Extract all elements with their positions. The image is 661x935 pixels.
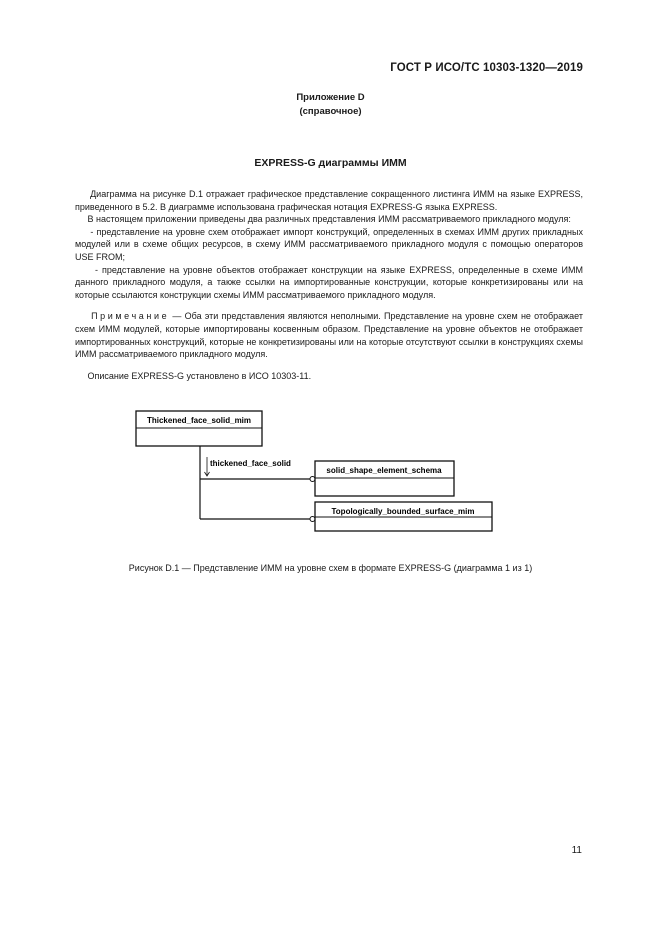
list-item-1	[75, 226, 583, 264]
paragraph-1	[75, 188, 583, 213]
paragraph-1-text: Диаграмма на рисунке D.1 отражает графическое представление сокращенного листинга ИММ на языке EXPRESS, приведенного в 5.2. В диаграмме использована графическая нотация EXPRESS-G языка EXPRESS.	[75, 189, 583, 212]
paragraph-3-text: Описание EXPRESS-G установлено в ИСО 10303-11.	[87, 370, 312, 381]
connector-end-circle-b	[310, 517, 315, 522]
list-item-2	[75, 264, 583, 302]
list-item-1-text: - представление на уровне схем отображает импорт конструкций, определенных в схемах ИММ других прикладных модулей или в схеме общих ресурсов, в схему ИММ рассматриваемого прикладного модуля с помощью операторов USE FROM;	[75, 226, 583, 262]
schema-a-label: solid_shape_element_schema	[326, 466, 442, 475]
note-paragraph	[75, 310, 583, 360]
paragraph-2	[75, 213, 583, 226]
schema-box-a	[315, 461, 454, 496]
list-item-2-text: - представление на уровне объектов отображает конструкции на языке EXPRESS, определенные в схеме ИММ данного прикладного модуля, а также ссылки на импортированные конструкции, которые конкретизированы или на которые ссылаются конструкции схемы ИММ рассматриваемого прикладного модуля.	[75, 264, 583, 300]
annex-heading	[0, 91, 661, 119]
schema-box-main	[136, 411, 262, 446]
annex-title: Приложение D	[296, 92, 365, 103]
relation-label-group	[205, 457, 292, 476]
annex-kind: (справочное)	[299, 106, 362, 117]
relation-label: thickened_face_solid	[210, 459, 291, 468]
standard-code: ГОСТ Р ИСО/ТС 10303-1320—2019	[390, 62, 583, 74]
schema-main-label: Thickened_face_solid_mim	[146, 416, 252, 425]
express-g-diagram	[130, 405, 510, 535]
note-text: — Оба эти представления являются неполными. Представление на уровне схем не отображает схем ИММ модулей, которые импортированы косвенным образом. Представление на уровне объектов не отображает импортированных конструкций, которые не конкретизированы или на которые отсутствуют ссылки в конструкциях схемы ИММ рассматриваемого прикладного модуля.	[75, 311, 583, 360]
figure-caption: Рисунок D.1 — Представление ИММ на уровне схем в формате EXPRESS-G (диаграмма 1 из 1)	[128, 563, 533, 573]
body-text	[75, 188, 583, 382]
connector-end-circle-a	[310, 477, 315, 482]
note-label: Примечание	[91, 311, 170, 322]
paragraph-3	[75, 370, 583, 383]
paragraph-2-text: В настоящем приложении приведены два различных представления ИММ рассматриваемого прикладного модуля:	[87, 214, 571, 225]
schema-b-label: Topologically_bounded_surface_mim	[331, 507, 475, 516]
page-number: 11	[571, 845, 582, 856]
schema-box-b	[315, 502, 492, 531]
section-title: EXPRESS-G диаграммы ИММ	[254, 157, 407, 169]
